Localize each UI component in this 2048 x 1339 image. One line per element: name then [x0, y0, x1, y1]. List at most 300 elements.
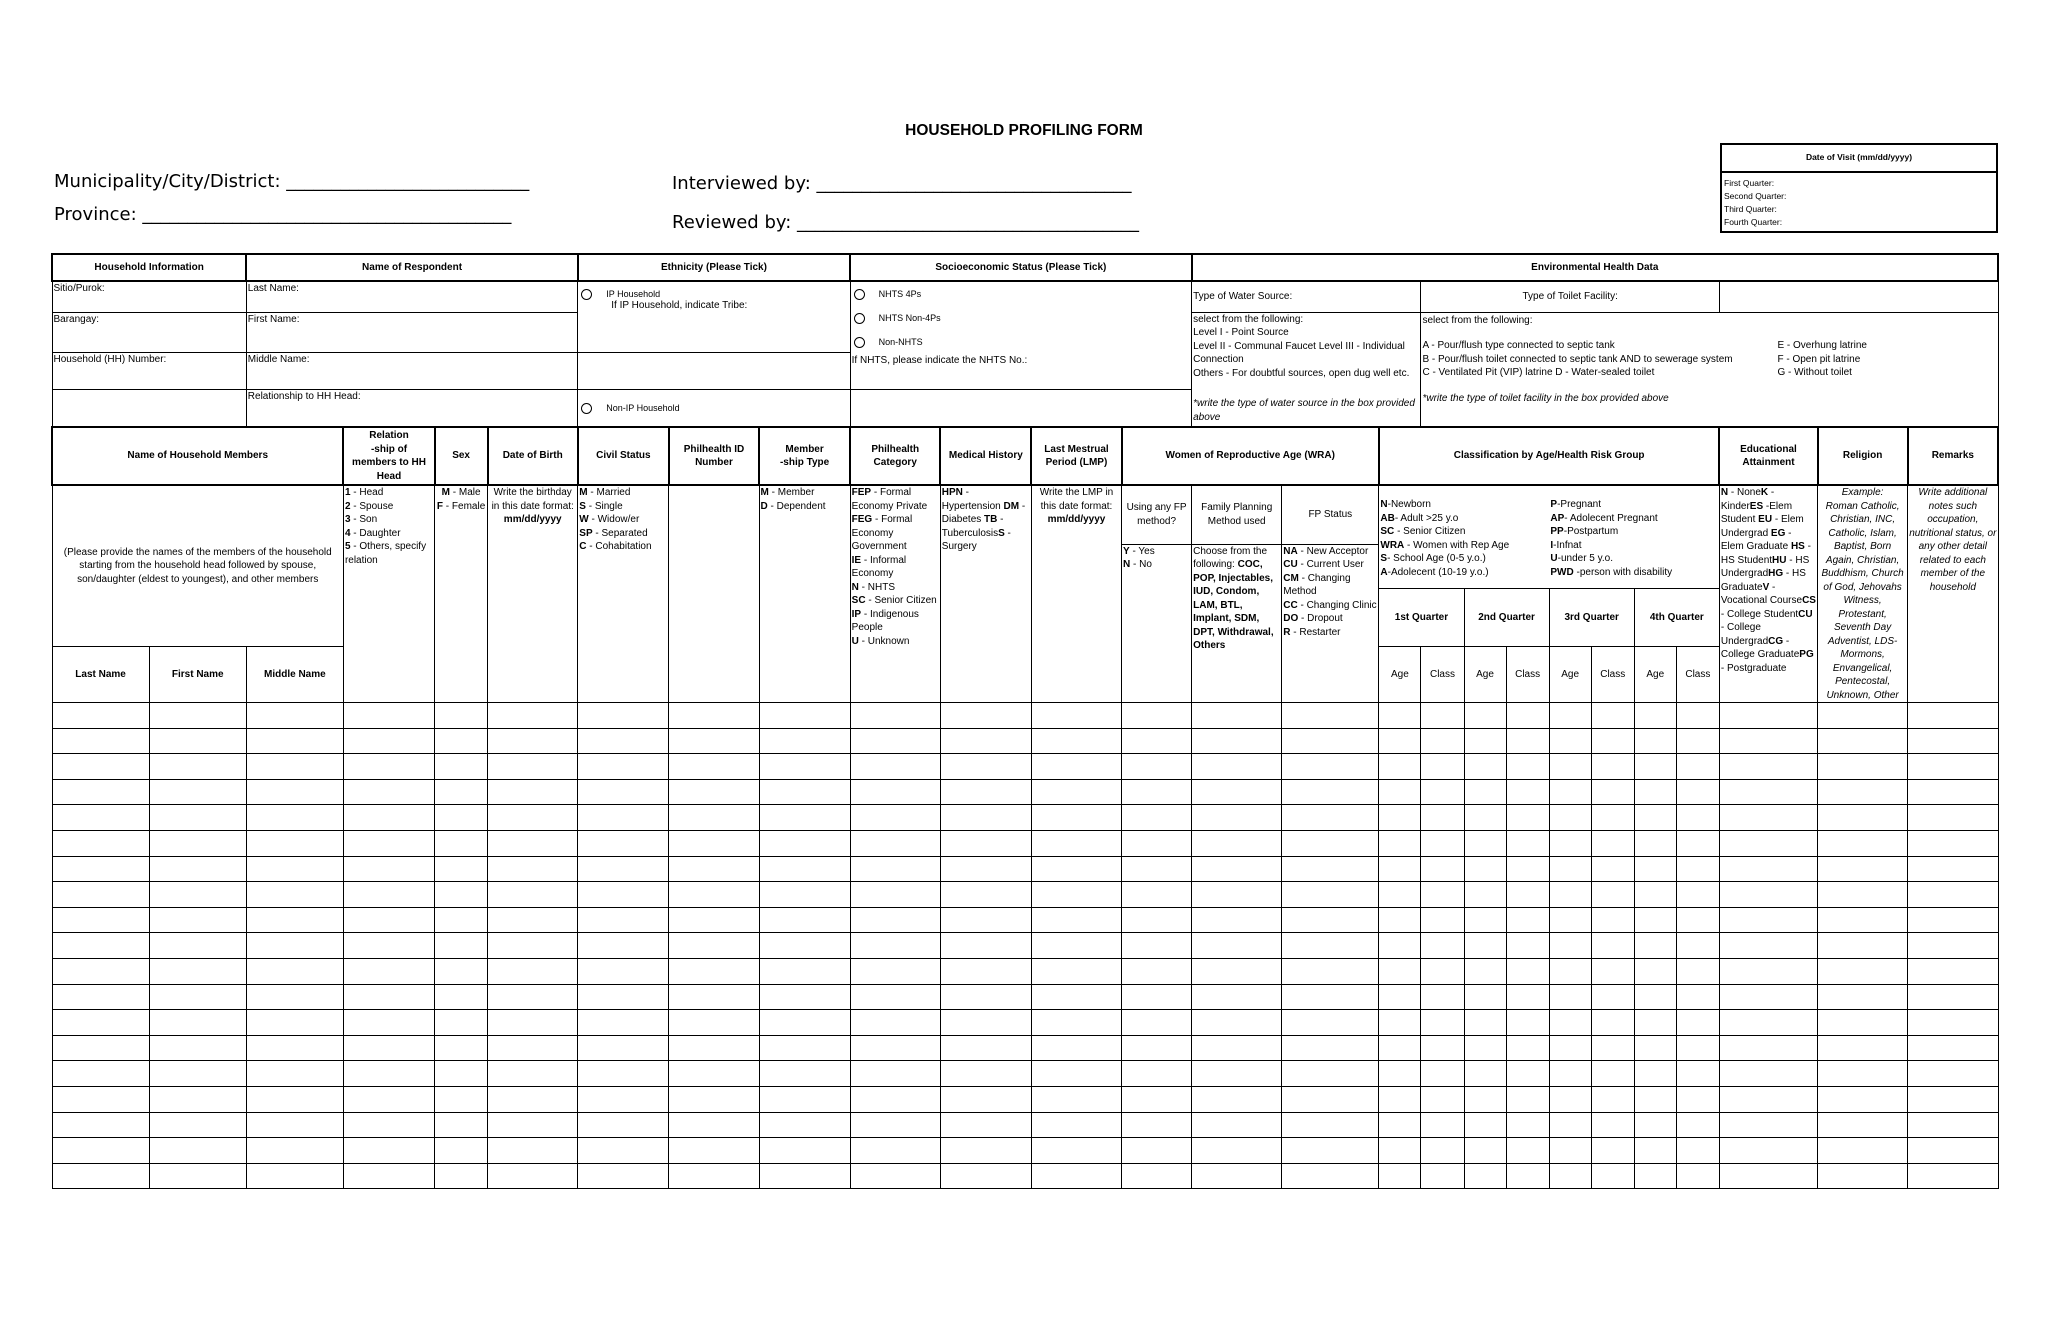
province-field[interactable]: Province: _________________________________________	[54, 204, 512, 225]
entry-cell[interactable]	[1908, 856, 1998, 882]
entry-cell[interactable]	[488, 703, 578, 729]
entry-cell[interactable]	[1818, 882, 1908, 908]
entry-cell[interactable]	[850, 1035, 940, 1061]
entry-cell[interactable]	[1421, 907, 1464, 933]
entry-cell[interactable]	[1676, 1086, 1719, 1112]
entry-cell[interactable]	[1379, 728, 1421, 754]
entry-cell[interactable]	[246, 1112, 343, 1138]
entry-cell[interactable]	[1421, 1035, 1464, 1061]
entry-cell[interactable]	[1818, 933, 1908, 959]
entry-cell[interactable]	[759, 907, 850, 933]
entry-cell[interactable]	[1676, 882, 1719, 908]
entry-cell[interactable]	[1549, 805, 1591, 831]
household-number-input[interactable]	[52, 389, 246, 427]
entry-cell[interactable]	[578, 1035, 669, 1061]
entry-cell[interactable]	[52, 728, 149, 754]
entry-cell[interactable]	[246, 1086, 343, 1112]
entry-cell[interactable]	[343, 1086, 434, 1112]
entry-cell[interactable]	[1549, 754, 1591, 780]
entry-cell[interactable]	[1676, 1138, 1719, 1164]
entry-cell[interactable]	[52, 1035, 149, 1061]
entry-cell[interactable]	[52, 1163, 149, 1189]
entry-cell[interactable]	[1719, 1035, 1817, 1061]
entry-cell[interactable]	[1464, 1086, 1506, 1112]
entry-cell[interactable]	[149, 1138, 246, 1164]
entry-cell[interactable]	[435, 1061, 488, 1087]
entry-cell[interactable]	[669, 703, 759, 729]
entry-cell[interactable]	[1031, 882, 1121, 908]
entry-cell[interactable]	[1031, 754, 1121, 780]
entry-cell[interactable]	[52, 754, 149, 780]
entry-cell[interactable]	[435, 1035, 488, 1061]
entry-cell[interactable]	[435, 907, 488, 933]
entry-cell[interactable]	[1192, 1061, 1282, 1087]
entry-cell[interactable]	[1031, 1061, 1121, 1087]
entry-cell[interactable]	[1818, 1035, 1908, 1061]
entry-cell[interactable]	[52, 1086, 149, 1112]
entry-cell[interactable]	[850, 984, 940, 1010]
entry-cell[interactable]	[488, 907, 578, 933]
entry-cell[interactable]	[1122, 805, 1192, 831]
entry-cell[interactable]	[1549, 1112, 1591, 1138]
entry-cell[interactable]	[1676, 779, 1719, 805]
respondent-middle-name-field[interactable]: Middle Name:	[246, 352, 577, 389]
interviewed-by-field[interactable]: Interviewed by: ___________________________________	[672, 173, 1132, 194]
entry-cell[interactable]	[1122, 882, 1192, 908]
entry-cell[interactable]	[759, 805, 850, 831]
entry-cell[interactable]	[1464, 907, 1506, 933]
entry-cell[interactable]	[343, 728, 434, 754]
entry-cell[interactable]	[578, 1138, 669, 1164]
entry-cell[interactable]	[1676, 1061, 1719, 1087]
entry-cell[interactable]	[1031, 805, 1121, 831]
entry-cell[interactable]	[1591, 1086, 1634, 1112]
entry-cell[interactable]	[343, 703, 434, 729]
entry-cell[interactable]	[1464, 830, 1506, 856]
entry-cell[interactable]	[1591, 1163, 1634, 1189]
entry-cell[interactable]	[246, 984, 343, 1010]
entry-cell[interactable]	[1122, 779, 1192, 805]
entry-cell[interactable]	[759, 1112, 850, 1138]
entry-cell[interactable]	[1506, 805, 1549, 831]
entry-cell[interactable]	[1506, 728, 1549, 754]
entry-cell[interactable]	[1031, 984, 1121, 1010]
entry-cell[interactable]	[149, 1112, 246, 1138]
entry-cell[interactable]	[1421, 1086, 1464, 1112]
entry-cell[interactable]	[246, 703, 343, 729]
entry-cell[interactable]	[1031, 958, 1121, 984]
entry-cell[interactable]	[1122, 1112, 1192, 1138]
entry-cell[interactable]	[1192, 958, 1282, 984]
entry-cell[interactable]	[1676, 1010, 1719, 1036]
entry-cell[interactable]	[246, 728, 343, 754]
entry-cell[interactable]	[1908, 1035, 1998, 1061]
entry-cell[interactable]	[1192, 1086, 1282, 1112]
respondent-first-name-field[interactable]: First Name:	[246, 312, 577, 352]
entry-cell[interactable]	[1591, 779, 1634, 805]
entry-cell[interactable]	[1122, 1163, 1192, 1189]
entry-cell[interactable]	[1192, 907, 1282, 933]
entry-cell[interactable]	[246, 882, 343, 908]
entry-cell[interactable]	[1908, 754, 1998, 780]
entry-cell[interactable]	[1634, 1010, 1676, 1036]
entry-cell[interactable]	[1031, 1138, 1121, 1164]
entry-cell[interactable]	[940, 882, 1031, 908]
entry-cell[interactable]	[1719, 754, 1817, 780]
entry-cell[interactable]	[1464, 754, 1506, 780]
entry-cell[interactable]	[488, 830, 578, 856]
entry-cell[interactable]	[1676, 728, 1719, 754]
entry-cell[interactable]	[435, 754, 488, 780]
entry-cell[interactable]	[1591, 933, 1634, 959]
entry-cell[interactable]	[850, 958, 940, 984]
entry-cell[interactable]	[1818, 984, 1908, 1010]
entry-cell[interactable]	[850, 754, 940, 780]
entry-cell[interactable]	[1591, 754, 1634, 780]
entry-cell[interactable]	[1506, 907, 1549, 933]
entry-cell[interactable]	[940, 728, 1031, 754]
entry-cell[interactable]	[1464, 728, 1506, 754]
entry-cell[interactable]	[1421, 1010, 1464, 1036]
entry-cell[interactable]	[1282, 907, 1379, 933]
entry-cell[interactable]	[1506, 933, 1549, 959]
entry-cell[interactable]	[1908, 882, 1998, 908]
entry-cell[interactable]	[1282, 856, 1379, 882]
entry-cell[interactable]	[343, 830, 434, 856]
entry-cell[interactable]	[1719, 1138, 1817, 1164]
ip-household-radio[interactable]	[581, 289, 592, 300]
entry-cell[interactable]	[759, 958, 850, 984]
entry-cell[interactable]	[246, 779, 343, 805]
entry-cell[interactable]	[488, 1035, 578, 1061]
entry-cell[interactable]	[149, 984, 246, 1010]
entry-cell[interactable]	[1282, 830, 1379, 856]
entry-cell[interactable]	[1719, 984, 1817, 1010]
entry-cell[interactable]	[343, 907, 434, 933]
entry-cell[interactable]	[1676, 984, 1719, 1010]
entry-cell[interactable]	[1031, 1010, 1121, 1036]
entry-cell[interactable]	[488, 1112, 578, 1138]
entry-cell[interactable]	[1908, 779, 1998, 805]
entry-cell[interactable]	[1421, 830, 1464, 856]
entry-cell[interactable]	[850, 1061, 940, 1087]
entry-cell[interactable]	[1818, 805, 1908, 831]
entry-cell[interactable]	[1908, 907, 1998, 933]
entry-cell[interactable]	[343, 754, 434, 780]
entry-cell[interactable]	[149, 1010, 246, 1036]
entry-cell[interactable]	[1421, 984, 1464, 1010]
entry-cell[interactable]	[1908, 830, 1998, 856]
entry-cell[interactable]	[246, 958, 343, 984]
entry-cell[interactable]	[246, 907, 343, 933]
entry-cell[interactable]	[1282, 703, 1379, 729]
entry-cell[interactable]	[1506, 984, 1549, 1010]
entry-cell[interactable]	[1634, 779, 1676, 805]
entry-cell[interactable]	[488, 779, 578, 805]
entry-cell[interactable]	[1506, 1010, 1549, 1036]
entry-cell[interactable]	[1719, 1163, 1817, 1189]
entry-cell[interactable]	[1676, 1112, 1719, 1138]
entry-cell[interactable]	[1379, 1010, 1421, 1036]
entry-cell[interactable]	[149, 958, 246, 984]
entry-cell[interactable]	[1818, 728, 1908, 754]
entry-cell[interactable]	[1464, 984, 1506, 1010]
entry-cell[interactable]	[1379, 754, 1421, 780]
entry-cell[interactable]	[1192, 728, 1282, 754]
entry-cell[interactable]	[1591, 856, 1634, 882]
entry-cell[interactable]	[246, 805, 343, 831]
entry-cell[interactable]	[1591, 703, 1634, 729]
entry-cell[interactable]	[1282, 933, 1379, 959]
entry-cell[interactable]	[759, 1035, 850, 1061]
entry-cell[interactable]	[1818, 1163, 1908, 1189]
entry-cell[interactable]	[435, 805, 488, 831]
entry-cell[interactable]	[1031, 703, 1121, 729]
entry-cell[interactable]	[343, 984, 434, 1010]
entry-cell[interactable]	[1282, 779, 1379, 805]
entry-cell[interactable]	[1634, 882, 1676, 908]
entry-cell[interactable]	[578, 856, 669, 882]
entry-cell[interactable]	[435, 984, 488, 1010]
entry-cell[interactable]	[1549, 1163, 1591, 1189]
entry-cell[interactable]	[1122, 984, 1192, 1010]
entry-cell[interactable]	[1549, 1035, 1591, 1061]
entry-cell[interactable]	[1379, 703, 1421, 729]
entry-cell[interactable]	[1282, 1163, 1379, 1189]
entry-cell[interactable]	[1634, 805, 1676, 831]
entry-cell[interactable]	[1549, 933, 1591, 959]
entry-cell[interactable]	[1634, 933, 1676, 959]
entry-cell[interactable]	[1464, 1138, 1506, 1164]
entry-cell[interactable]	[488, 856, 578, 882]
entry-cell[interactable]	[435, 1163, 488, 1189]
entry-cell[interactable]	[759, 1010, 850, 1036]
entry-cell[interactable]	[1506, 882, 1549, 908]
entry-cell[interactable]	[435, 779, 488, 805]
entry-cell[interactable]	[246, 1061, 343, 1087]
entry-cell[interactable]	[578, 882, 669, 908]
entry-cell[interactable]	[1031, 856, 1121, 882]
entry-cell[interactable]	[1818, 958, 1908, 984]
entry-cell[interactable]	[343, 1035, 434, 1061]
entry-cell[interactable]	[1719, 882, 1817, 908]
entry-cell[interactable]	[52, 830, 149, 856]
entry-cell[interactable]	[578, 1112, 669, 1138]
entry-cell[interactable]	[1122, 958, 1192, 984]
entry-cell[interactable]	[52, 1010, 149, 1036]
entry-cell[interactable]	[1192, 754, 1282, 780]
entry-cell[interactable]	[343, 958, 434, 984]
nhts-number-input[interactable]	[850, 389, 1191, 427]
entry-cell[interactable]	[669, 830, 759, 856]
entry-cell[interactable]	[246, 856, 343, 882]
entry-cell[interactable]	[1031, 728, 1121, 754]
entry-cell[interactable]	[149, 933, 246, 959]
entry-cell[interactable]	[669, 754, 759, 780]
entry-cell[interactable]	[488, 1138, 578, 1164]
entry-cell[interactable]	[1719, 1010, 1817, 1036]
entry-cell[interactable]	[52, 907, 149, 933]
entry-cell[interactable]	[1506, 1112, 1549, 1138]
entry-cell[interactable]	[759, 882, 850, 908]
reviewed-by-field[interactable]: Reviewed by: ______________________________________	[672, 212, 1139, 233]
entry-cell[interactable]	[1676, 856, 1719, 882]
entry-cell[interactable]	[1676, 805, 1719, 831]
entry-cell[interactable]	[759, 779, 850, 805]
entry-cell[interactable]	[52, 882, 149, 908]
entry-cell[interactable]	[343, 1061, 434, 1087]
entry-cell[interactable]	[1031, 779, 1121, 805]
entry-cell[interactable]	[1719, 907, 1817, 933]
non-nhts-radio[interactable]	[854, 337, 865, 348]
entry-cell[interactable]	[1122, 1010, 1192, 1036]
entry-cell[interactable]	[1421, 856, 1464, 882]
entry-cell[interactable]	[1122, 830, 1192, 856]
entry-cell[interactable]	[1379, 907, 1421, 933]
entry-cell[interactable]	[343, 1112, 434, 1138]
entry-cell[interactable]	[1192, 779, 1282, 805]
entry-cell[interactable]	[669, 856, 759, 882]
entry-cell[interactable]	[759, 856, 850, 882]
entry-cell[interactable]	[1634, 1086, 1676, 1112]
entry-cell[interactable]	[1676, 958, 1719, 984]
entry-cell[interactable]	[1506, 1138, 1549, 1164]
entry-cell[interactable]	[850, 882, 940, 908]
entry-cell[interactable]	[1719, 805, 1817, 831]
entry-cell[interactable]	[1122, 933, 1192, 959]
entry-cell[interactable]	[1192, 830, 1282, 856]
entry-cell[interactable]	[1719, 1086, 1817, 1112]
entry-cell[interactable]	[1122, 1086, 1192, 1112]
entry-cell[interactable]	[1122, 703, 1192, 729]
entry-cell[interactable]	[149, 703, 246, 729]
entry-cell[interactable]	[759, 1061, 850, 1087]
entry-cell[interactable]	[1908, 805, 1998, 831]
entry-cell[interactable]	[435, 703, 488, 729]
entry-cell[interactable]	[850, 1138, 940, 1164]
entry-cell[interactable]	[1421, 728, 1464, 754]
entry-cell[interactable]	[578, 703, 669, 729]
entry-cell[interactable]	[1421, 1138, 1464, 1164]
entry-cell[interactable]	[669, 882, 759, 908]
entry-cell[interactable]	[1549, 958, 1591, 984]
entry-cell[interactable]	[1031, 1163, 1121, 1189]
entry-cell[interactable]	[1506, 958, 1549, 984]
entry-cell[interactable]	[435, 856, 488, 882]
entry-cell[interactable]	[1379, 779, 1421, 805]
entry-cell[interactable]	[850, 805, 940, 831]
entry-cell[interactable]	[1506, 1035, 1549, 1061]
entry-cell[interactable]	[578, 907, 669, 933]
entry-cell[interactable]	[759, 754, 850, 780]
entry-cell[interactable]	[1719, 1112, 1817, 1138]
entry-cell[interactable]	[488, 1061, 578, 1087]
entry-cell[interactable]	[1421, 754, 1464, 780]
entry-cell[interactable]	[1908, 703, 1998, 729]
entry-cell[interactable]	[1379, 856, 1421, 882]
entry-cell[interactable]	[1676, 754, 1719, 780]
entry-cell[interactable]	[1908, 1112, 1998, 1138]
entry-cell[interactable]	[850, 1163, 940, 1189]
entry-cell[interactable]	[1549, 1061, 1591, 1087]
entry-cell[interactable]	[1549, 703, 1591, 729]
entry-cell[interactable]	[850, 779, 940, 805]
entry-cell[interactable]	[1591, 882, 1634, 908]
entry-cell[interactable]	[149, 1086, 246, 1112]
entry-cell[interactable]	[1379, 933, 1421, 959]
entry-cell[interactable]	[1192, 1035, 1282, 1061]
entry-cell[interactable]	[1379, 1163, 1421, 1189]
entry-cell[interactable]	[1591, 984, 1634, 1010]
entry-cell[interactable]	[435, 933, 488, 959]
entry-cell[interactable]	[1908, 984, 1998, 1010]
entry-cell[interactable]	[1676, 1163, 1719, 1189]
entry-cell[interactable]	[1192, 1010, 1282, 1036]
entry-cell[interactable]	[149, 805, 246, 831]
entry-cell[interactable]	[1464, 1061, 1506, 1087]
entry-cell[interactable]	[1676, 1035, 1719, 1061]
entry-cell[interactable]	[1634, 1163, 1676, 1189]
entry-cell[interactable]	[343, 1163, 434, 1189]
entry-cell[interactable]	[246, 830, 343, 856]
entry-cell[interactable]	[578, 754, 669, 780]
entry-cell[interactable]	[940, 1138, 1031, 1164]
entry-cell[interactable]	[940, 1035, 1031, 1061]
entry-cell[interactable]	[940, 1061, 1031, 1087]
entry-cell[interactable]	[669, 1138, 759, 1164]
entry-cell[interactable]	[669, 779, 759, 805]
entry-cell[interactable]	[1549, 728, 1591, 754]
entry-cell[interactable]	[1634, 1061, 1676, 1087]
entry-cell[interactable]	[488, 1163, 578, 1189]
entry-cell[interactable]	[1818, 703, 1908, 729]
entry-cell[interactable]	[940, 1163, 1031, 1189]
entry-cell[interactable]	[1464, 1035, 1506, 1061]
entry-cell[interactable]	[1818, 1061, 1908, 1087]
entry-cell[interactable]	[1908, 1061, 1998, 1087]
entry-cell[interactable]	[1549, 984, 1591, 1010]
entry-cell[interactable]	[1634, 830, 1676, 856]
entry-cell[interactable]	[1122, 728, 1192, 754]
entry-cell[interactable]	[435, 728, 488, 754]
entry-cell[interactable]	[1676, 907, 1719, 933]
entry-cell[interactable]	[1818, 1086, 1908, 1112]
entry-cell[interactable]	[488, 933, 578, 959]
entry-cell[interactable]	[488, 1010, 578, 1036]
entry-cell[interactable]	[1192, 933, 1282, 959]
entry-cell[interactable]	[669, 1035, 759, 1061]
entry-cell[interactable]	[343, 856, 434, 882]
entry-cell[interactable]	[1379, 882, 1421, 908]
entry-cell[interactable]	[1192, 805, 1282, 831]
entry-cell[interactable]	[246, 754, 343, 780]
entry-cell[interactable]	[1379, 830, 1421, 856]
entry-cell[interactable]	[850, 830, 940, 856]
entry-cell[interactable]	[578, 1061, 669, 1087]
entry-cell[interactable]	[1464, 1163, 1506, 1189]
entry-cell[interactable]	[1421, 779, 1464, 805]
entry-cell[interactable]	[1464, 958, 1506, 984]
entry-cell[interactable]	[1549, 856, 1591, 882]
entry-cell[interactable]	[488, 1086, 578, 1112]
entry-cell[interactable]	[1908, 1086, 1998, 1112]
entry-cell[interactable]	[1908, 1010, 1998, 1036]
entry-cell[interactable]	[1421, 703, 1464, 729]
entry-cell[interactable]	[1676, 830, 1719, 856]
entry-cell[interactable]	[1122, 856, 1192, 882]
entry-cell[interactable]	[578, 1010, 669, 1036]
entry-cell[interactable]	[1719, 728, 1817, 754]
